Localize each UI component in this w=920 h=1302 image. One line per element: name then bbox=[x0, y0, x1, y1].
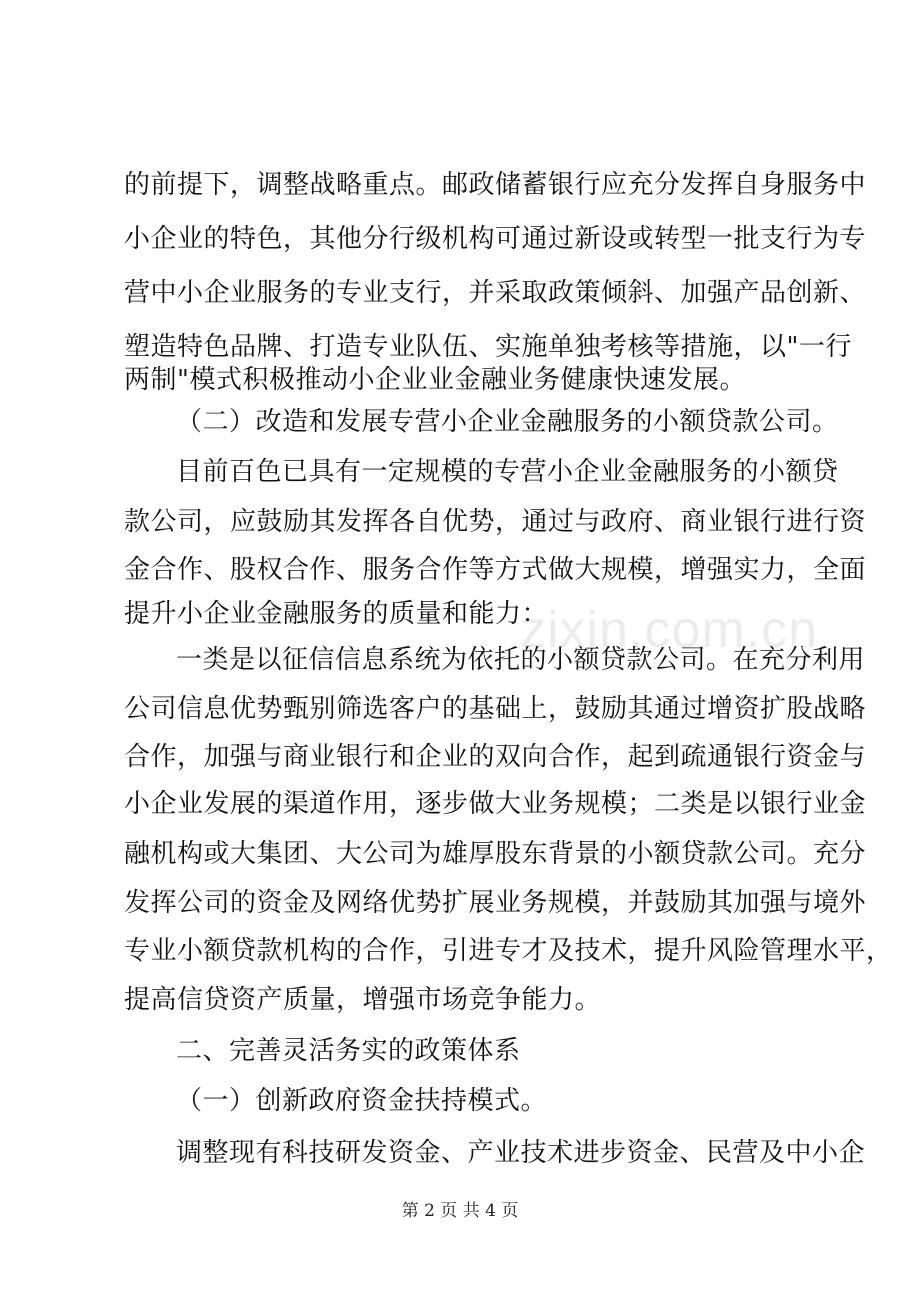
page-footer: 第 2 页 共 4 页 bbox=[401, 1201, 519, 1221]
subsection-heading: （一）创新政府资金扶持模式。 bbox=[176, 1086, 548, 1116]
paragraph-line: 营中小企业服务的专业支行，并采取政策倾斜、加强产品创新、 bbox=[124, 278, 867, 308]
paragraph-line: 两制"模式积极推动小企业业金融业务健康快速发展。 bbox=[124, 365, 746, 395]
paragraph-line: 的前提下，调整战略重点。邮政储蓄银行应充分发挥自身服务中 bbox=[124, 170, 867, 200]
paragraph-line: 合作，加强与商业银行和企业的双向合作，起到疏通银行资金与 bbox=[124, 742, 867, 772]
paragraph-line: 融机构或大集团、大公司为雄厚股东背景的小额贷款公司。充分 bbox=[124, 839, 867, 869]
paragraph-line: 发挥公司的资金及网络优势扩展业务规模，并鼓励其加强与境外 bbox=[124, 888, 867, 918]
paragraph-line: 调整现有科技研发资金、产业技术进步资金、民营及中小企 bbox=[176, 1138, 866, 1168]
section-heading: （二）改造和发展专营小企业金融服务的小额贷款公司。 bbox=[176, 407, 839, 437]
paragraph-line: 金合作、股权合作、服务合作等方式做大规模，增强实力，全面 bbox=[124, 555, 867, 585]
watermark: zixin.com.cn bbox=[520, 601, 819, 659]
paragraph-line: 款公司，应鼓励其发挥各自优势，通过与政府、商业银行进行资 bbox=[124, 507, 867, 537]
paragraph-line: 一类是以征信信息系统为依托的小额贷款公司。在充分利用 bbox=[176, 645, 866, 675]
paragraph-line: 小企业发展的渠道作用，逐步做大业务规模；二类是以银行业金 bbox=[124, 789, 867, 819]
paragraph-line: 小企业的特色，其他分行级机构可通过新设或转型一批支行为专 bbox=[124, 224, 867, 254]
paragraph-line: 目前百色已具有一定规模的专营小企业金融服务的小额贷 bbox=[176, 457, 839, 487]
paragraph-line: 提高信贷资产质量，增强市场竞争能力。 bbox=[124, 985, 602, 1015]
paragraph-line: 专业小额贷款机构的合作，引进专才及技术，提升风险管理水平， bbox=[124, 936, 893, 966]
paragraph-line: 塑造特色品牌、打造专业队伍、实施单独考核等措施，以"一行 bbox=[124, 332, 852, 362]
paragraph-line: 提升小企业金融服务的质量和能力： bbox=[124, 599, 549, 629]
section-heading: 二、完善灵活务实的政策体系 bbox=[176, 1036, 521, 1066]
paragraph-line: 公司信息优势甄别筛选客户的基础上，鼓励其通过增资扩股战略 bbox=[124, 694, 867, 724]
